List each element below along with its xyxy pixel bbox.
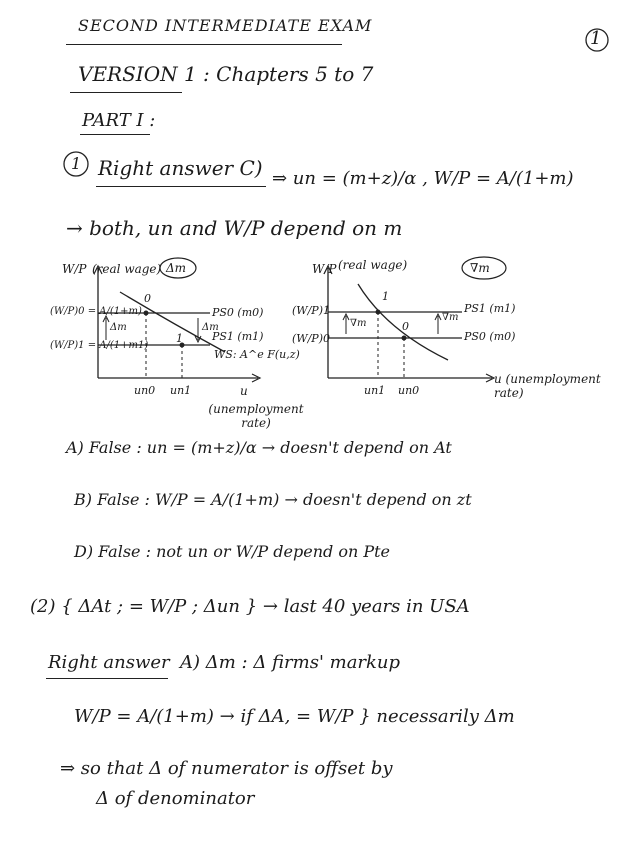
left-graph-x-tick-1: un1: [170, 384, 192, 397]
right-graph-ps1: PS1 (m1): [464, 302, 516, 315]
q2-note-line2: Δ of denominator: [96, 788, 255, 809]
right-graph-x-tick-0: un0: [398, 384, 420, 397]
left-graph-ws: WS: A^e F(u,z): [214, 348, 300, 361]
right-graph-x-tick-1: un1: [364, 384, 386, 397]
left-graph-y-sub: (real wage): [92, 262, 162, 276]
right-graph-delta-m-right: ∇m: [442, 312, 459, 323]
right-graph-point-0: 0: [402, 320, 409, 333]
q1-answer-b: B) False : W/P = A/(1+m) → doesn't depend on zt: [74, 490, 472, 509]
right-graph-y-tick-1: (W/P)1: [292, 304, 330, 317]
right-graph-y-label: W/P: [312, 262, 337, 276]
left-graph-delta-m-right: Δm: [202, 322, 219, 333]
q2-answer: A) Δm : Δ firms' markup: [180, 652, 401, 673]
q1-right-answer: Right answer C): [98, 156, 263, 180]
left-graph-delta-m: Δm: [110, 322, 127, 333]
q1-note: → both, un and W/P depend on m: [66, 216, 403, 240]
q1-answer-d: D) False : not un or W/P depend on Pte: [74, 542, 391, 561]
left-graph-point-0: 0: [144, 292, 151, 305]
left-graph-y-tick-1: (W/P)1 = A/(1+m1): [50, 340, 149, 351]
q1-answer-a: A) False : un = (m+z)/α → doesn't depend on At: [66, 438, 452, 457]
left-graph-tag: Δm: [166, 261, 187, 275]
q1-number: 1: [71, 154, 82, 173]
right-graph-ps0: PS0 (m0): [464, 330, 516, 343]
q2-right-answer-underline: [46, 678, 168, 679]
q2-note-line1: ⇒ so that Δ of numerator is offset by: [60, 758, 393, 779]
q2-right-answer: Right answer: [48, 652, 170, 673]
left-graph-x-tick-0: un0: [134, 384, 156, 397]
left-graph-y-tick-0: (W/P)0 = A/(1+m): [50, 306, 142, 317]
right-graph-point-1: 1: [382, 290, 389, 303]
right-graph-y-tick-0: (W/P)0: [292, 332, 330, 345]
q2-formula: W/P = A/(1+m) → if ΔA, = W/P } necessarily Δm: [74, 706, 515, 727]
q1-formula: ⇒ un = (m+z)/α , W/P = A/(1+m): [272, 168, 574, 189]
q2-prompt: (2) { ΔAt ; = W/P ; Δun } → last 40 years in USA: [30, 596, 470, 617]
version-line: VERSION 1 : Chapters 5 to 7: [78, 62, 374, 86]
right-graph-tag: ∇m: [470, 261, 490, 275]
part-heading: PART I :: [82, 110, 156, 131]
right-graph-x-label: u (unemployment rate): [494, 372, 601, 400]
left-graph-x-label: u: [240, 384, 248, 398]
left-graph-x-sub: (unemployment rate): [208, 402, 304, 430]
left-graph-y-label: W/P: [62, 262, 87, 276]
left-graph-ps0: PS0 (m0): [212, 306, 264, 319]
left-graph-ps1: PS1 (m1): [212, 330, 264, 343]
right-graph-y-sub: (real wage): [338, 258, 408, 272]
exam-title: SECOND INTERMEDIATE EXAM: [78, 16, 373, 35]
left-graph-point-1: 1: [176, 332, 183, 345]
page-number: 1: [590, 28, 602, 49]
right-graph-delta-m-left: ∇m: [350, 318, 367, 329]
